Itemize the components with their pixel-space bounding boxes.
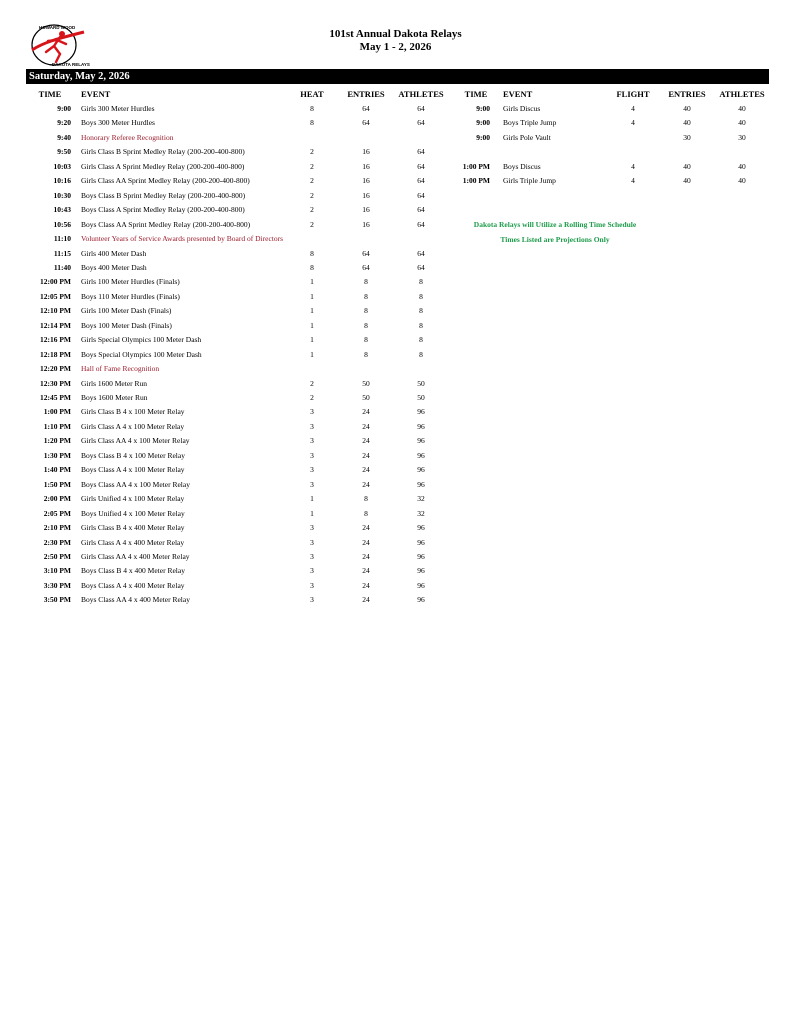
row-event: Boys 110 Meter Hurdles (Finals) [81,291,180,301]
row-athletes: 64 [417,262,425,272]
row-athletes: 96 [417,465,425,475]
row-athletes: 8 [419,306,423,316]
row-athletes: 96 [417,537,425,547]
row-time: 12:30 PM [39,378,71,388]
row-event: Boys Discus [503,161,541,171]
row-entries: 24 [362,566,370,576]
row-entries: 40 [683,104,691,113]
row-event: Girls Discus [503,104,541,113]
row-entries: 16 [362,147,370,157]
row-event: Girls Class A Sprint Medley Relay (200-200-400-800) [81,161,245,171]
row-heat: 3 [310,450,314,460]
table-row [0,536,460,550]
table-row [0,218,460,232]
right-col-flight: FLIGHT [616,89,650,99]
table-row [0,261,460,275]
row-time: 9:20 [57,118,71,128]
row-time: 9:00 [476,104,490,113]
row-athletes: 8 [419,291,423,301]
row-heat: 3 [310,421,314,431]
row-time: 1:00 PM [43,407,71,417]
row-athletes: 8 [419,277,423,287]
row-event: Boys Class AA 4 x 400 Meter Relay [81,595,190,605]
row-event: Girls Class A 4 x 400 Meter Relay [81,537,185,547]
row-event: Boys Class AA Sprint Medley Relay (200-200-400-800) [81,219,251,229]
logo-text-top: HOWARD WOOD [39,25,76,30]
row-event: Boys Special Olympics 100 Meter Dash [81,349,202,359]
table-row [0,247,460,261]
row-event: Boys Class A Sprint Medley Relay (200-200-400-800) [81,205,245,215]
row-athletes: 64 [417,248,425,258]
left-col-heat: HEAT [300,89,324,99]
row-event: Girls Triple Jump [503,176,556,186]
row-event: Boys 100 Meter Dash (Finals) [81,320,172,330]
row-event: Girls 1600 Meter Run [81,378,148,388]
table-row [0,391,460,405]
table-row [0,275,460,289]
row-heat: 8 [310,104,314,113]
row-athletes: 64 [417,190,425,200]
table-row [0,131,791,145]
table-row [0,463,460,477]
row-entries: 40 [683,161,691,171]
table-row [0,145,791,159]
row-time: 1:10 PM [43,421,71,431]
row-heat: 3 [310,537,314,547]
row-athletes: 96 [417,595,425,605]
table-row [0,564,460,578]
row-time: 12:10 PM [39,306,71,316]
row-entries: 8 [364,306,368,316]
row-event: Girls 100 Meter Hurdles (Finals) [81,277,180,287]
row-athletes: 64 [417,118,425,128]
row-flight: 4 [631,176,635,186]
row-heat: 3 [310,479,314,489]
row-event: Boys Unified 4 x 100 Meter Relay [81,508,185,518]
row-event: Girls 100 Meter Dash (Finals) [81,306,172,316]
row-athletes: 96 [417,566,425,576]
table-row [0,348,460,362]
row-entries: 16 [362,176,370,186]
row-athletes: 96 [417,523,425,533]
row-event: Honorary Referee Recognition [81,132,174,142]
row-entries: 8 [364,291,368,301]
row-entries: 24 [362,450,370,460]
table-row [0,377,460,391]
row-time: 9:40 [57,132,71,142]
row-heat: 2 [310,378,314,388]
table-row [0,420,460,434]
row-entries: 24 [362,421,370,431]
table-row [0,550,460,564]
row-time: 3:10 PM [43,566,71,576]
row-event: Girls Class B 4 x 100 Meter Relay [81,407,185,417]
row-event: Girls Unified 4 x 100 Meter Relay [81,494,185,504]
row-athletes: 96 [417,436,425,446]
row-heat: 8 [310,248,314,258]
right-col-entries: ENTRIES [668,89,706,99]
row-athletes: 64 [417,219,425,229]
table-row [0,304,460,318]
row-heat: 1 [310,320,314,330]
row-entries: 24 [362,436,370,446]
row-event: Boys 300 Meter Hurdles [81,118,155,128]
row-athletes: 64 [417,205,425,215]
row-heat: 2 [310,147,314,157]
row-entries: 8 [364,349,368,359]
row-athletes: 96 [417,421,425,431]
row-event: Girls Special Olympics 100 Meter Dash [81,335,202,345]
table-row [0,232,460,246]
table-row [0,203,460,217]
row-entries: 40 [683,118,691,128]
row-time: 10:03 [53,161,71,171]
page-title: 101st Annual Dakota Relays [329,28,462,40]
row-event: Boys Class B 4 x 100 Meter Relay [81,450,185,460]
row-athletes: 8 [419,335,423,345]
row-event: Girls Class A 4 x 100 Meter Relay [81,421,185,431]
table-row [0,160,791,174]
row-heat: 1 [310,494,314,504]
row-time: 9:00 [476,118,490,128]
row-entries: 64 [362,104,370,113]
row-athletes: 64 [417,104,425,113]
table-row [0,319,460,333]
row-time: 12:05 PM [39,291,71,301]
row-time: 12:14 PM [39,320,71,330]
row-event: Girls 300 Meter Hurdles [81,104,155,113]
row-event: Girls Pole Vault [503,132,551,142]
row-heat: 3 [310,523,314,533]
row-athletes: 96 [417,479,425,489]
row-event: Boys 400 Meter Dash [81,262,147,272]
row-event: Boys Class B 4 x 400 Meter Relay [81,566,185,576]
row-entries: 8 [364,320,368,330]
logo-text-bottom: DAKOTA RELAYS [52,62,90,67]
row-entries: 40 [683,176,691,186]
table-row [0,333,460,347]
row-heat: 3 [310,566,314,576]
row-flight: 4 [631,118,635,128]
row-heat: 3 [310,580,314,590]
event-dates: May 1 - 2, 2026 [359,41,432,53]
row-athletes: 96 [417,450,425,460]
row-heat: 2 [310,393,314,402]
table-row [0,593,460,607]
rolling-schedule-note: Dakota Relays will Utilize a Rolling Time Schedule [473,220,637,229]
row-athletes: 96 [417,580,425,590]
right-col-event: EVENT [503,89,533,99]
row-time: 12:45 PM [39,393,71,402]
row-heat: 8 [310,262,314,272]
row-athletes: 64 [417,176,425,186]
row-event: Girls Class B Sprint Medley Relay (200-200-400-800) [81,147,245,157]
row-entries: 30 [683,132,691,142]
row-time: 12:00 PM [39,277,71,287]
left-col-entries: ENTRIES [347,89,385,99]
row-entries: 24 [362,537,370,547]
row-heat: 1 [310,335,314,345]
row-flight: 4 [631,104,635,113]
row-time: 9:50 [57,147,71,157]
row-event: Boys Class A 4 x 100 Meter Relay [81,465,185,475]
row-time: 12:16 PM [39,335,71,345]
row-time: 9:00 [476,132,490,142]
row-athletes: 40 [738,176,746,186]
row-entries: 50 [362,378,370,388]
row-event: Boys Class AA 4 x 100 Meter Relay [81,479,190,489]
row-time: 11:40 [53,262,71,272]
row-athletes: 64 [417,147,425,157]
table-row [0,189,460,203]
table-row [0,579,460,593]
row-time: 10:56 [53,219,71,229]
row-heat: 3 [310,436,314,446]
table-row [0,507,460,521]
row-event: Girls Class AA Sprint Medley Relay (200-200-400-800) [81,176,250,186]
row-event: Boys Triple Jump [503,118,557,128]
row-entries: 16 [362,161,370,171]
row-heat: 3 [310,407,314,417]
row-athletes: 50 [417,393,425,402]
row-entries: 24 [362,407,370,417]
table-row [0,492,460,506]
row-heat: 1 [310,277,314,287]
row-heat: 1 [310,291,314,301]
row-athletes: 96 [417,551,425,561]
row-time: 12:20 PM [39,364,71,374]
row-heat: 2 [310,219,314,229]
row-time: 2:00 PM [43,494,71,504]
row-entries: 50 [362,393,370,402]
row-entries: 8 [364,335,368,345]
row-time: 12:18 PM [39,349,71,359]
row-event: Volunteer Years of Service Awards presented by Board of Directors [81,234,284,244]
right-col-time: TIME [464,89,488,99]
row-entries: 24 [362,580,370,590]
table-row [0,174,791,188]
row-heat: 2 [310,176,314,186]
row-time: 10:16 [53,176,71,186]
table-row [0,478,460,492]
left-col-athletes: ATHLETES [398,89,444,99]
table-row [0,116,791,130]
row-time: 1:50 PM [43,479,71,489]
row-heat: 8 [310,118,314,128]
row-time: 2:05 PM [43,508,71,518]
row-event: Girls Class B 4 x 400 Meter Relay [81,523,185,533]
row-time: 2:30 PM [43,537,71,547]
row-time: 10:43 [53,205,71,215]
row-event: Hall of Fame Recognition [81,364,160,374]
row-entries: 24 [362,523,370,533]
table-row [0,434,460,448]
row-entries: 16 [362,219,370,229]
row-time: 2:10 PM [43,523,71,533]
day-header-bar: Saturday, May 2, 2026 [26,69,769,84]
row-entries: 8 [364,508,368,518]
row-athletes: 96 [417,407,425,417]
row-time: 10:30 [53,190,71,200]
row-heat: 1 [310,508,314,518]
table-row [0,405,460,419]
row-athletes: 30 [738,132,746,142]
row-entries: 8 [364,277,368,287]
row-entries: 16 [362,205,370,215]
row-entries: 16 [362,190,370,200]
row-time: 1:00 PM [462,161,490,171]
table-row [0,449,460,463]
row-time: 9:00 [57,104,71,113]
row-athletes: 40 [738,118,746,128]
row-entries: 24 [362,595,370,605]
projections-note: Times Listed are Projections Only [500,235,610,244]
row-athletes: 8 [419,349,423,359]
row-event: Boys Class A 4 x 400 Meter Relay [81,580,185,590]
row-athletes: 32 [417,508,425,518]
row-entries: 8 [364,494,368,504]
row-time: 1:30 PM [43,450,71,460]
row-heat: 3 [310,595,314,605]
row-athletes: 40 [738,161,746,171]
row-event: Boys 1600 Meter Run [81,393,148,402]
row-entries: 64 [362,118,370,128]
row-time: 3:50 PM [43,595,71,605]
row-time: 1:00 PM [462,176,490,186]
row-time: 11:10 [53,234,71,244]
row-athletes: 50 [417,378,425,388]
row-event: Girls Class AA 4 x 400 Meter Relay [81,551,190,561]
row-event: Boys Class B Sprint Medley Relay (200-200-400-800) [81,190,246,200]
row-event: Girls Class AA 4 x 100 Meter Relay [81,436,190,446]
row-time: 1:20 PM [43,436,71,446]
row-heat: 1 [310,349,314,359]
left-col-time: TIME [38,89,62,99]
row-heat: 1 [310,306,314,316]
row-athletes: 64 [417,161,425,171]
table-row [0,362,460,376]
right-col-athletes: ATHLETES [719,89,765,99]
table-row [0,102,791,116]
row-heat: 2 [310,205,314,215]
row-entries: 24 [362,465,370,475]
row-athletes: 40 [738,104,746,113]
table-row [0,290,460,304]
row-entries: 24 [362,551,370,561]
row-heat: 3 [310,465,314,475]
row-flight: 4 [631,161,635,171]
left-col-event: EVENT [81,89,111,99]
row-time: 11:15 [53,248,71,258]
row-entries: 24 [362,479,370,489]
row-entries: 64 [362,248,370,258]
table-row [0,521,460,535]
row-athletes: 32 [417,494,425,504]
row-event: Girls 400 Meter Dash [81,248,147,258]
row-heat: 2 [310,190,314,200]
row-heat: 2 [310,161,314,171]
row-time: 1:40 PM [43,465,71,475]
row-time: 2:50 PM [43,551,71,561]
row-heat: 3 [310,551,314,561]
row-entries: 64 [362,262,370,272]
row-time: 3:30 PM [43,580,71,590]
row-athletes: 8 [419,320,423,330]
